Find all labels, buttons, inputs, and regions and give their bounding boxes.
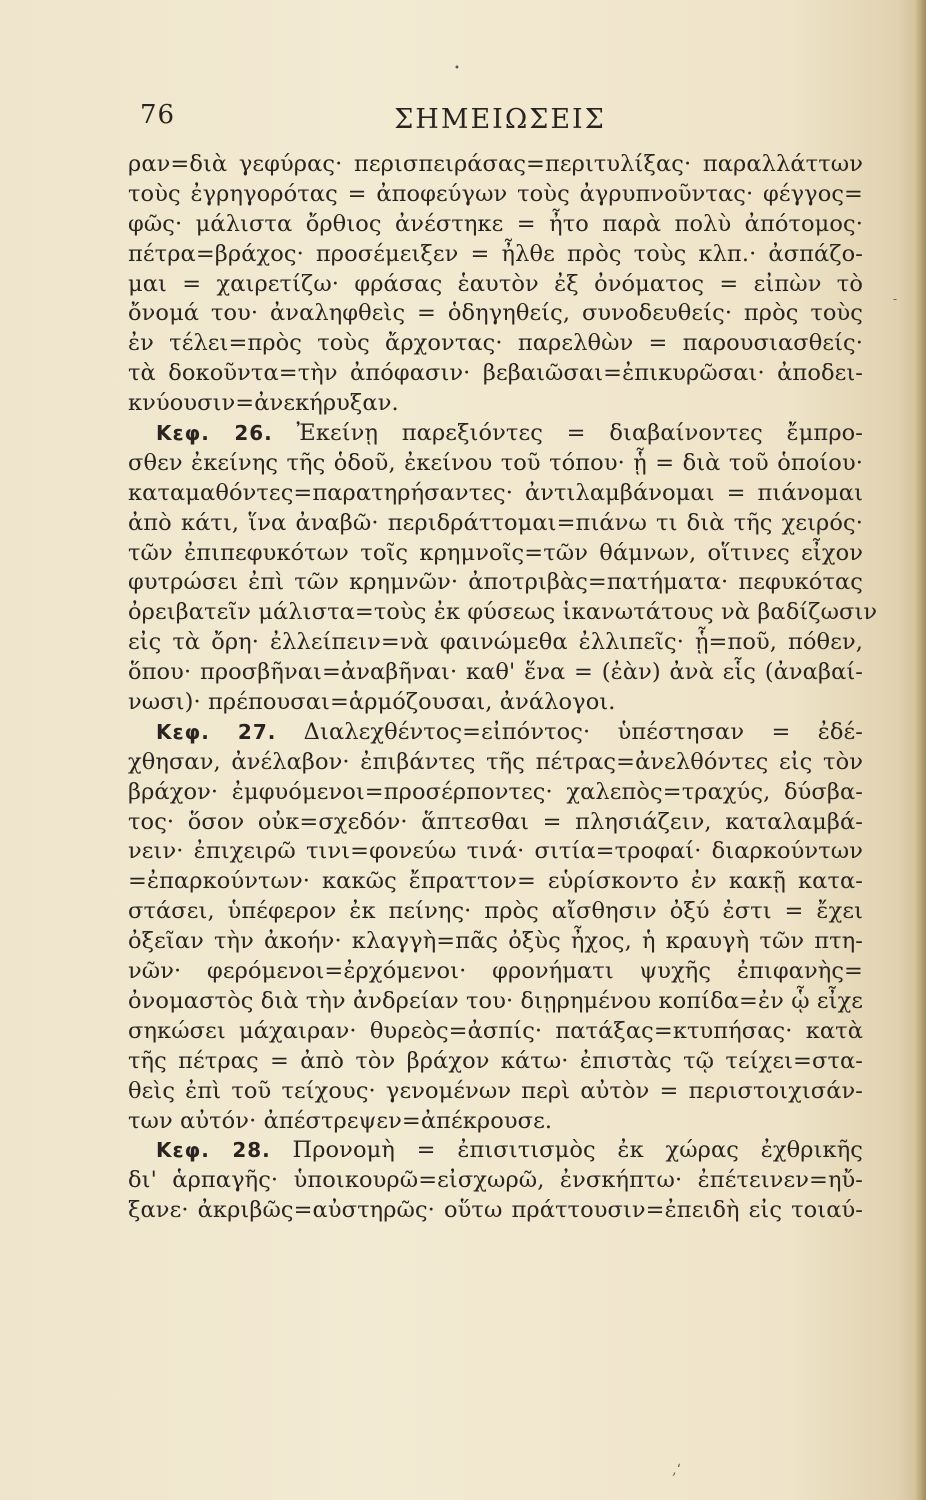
text-line [128, 598, 878, 628]
line-text: θεὶς ἐπὶ τοῦ τείχους· γενομένων περὶ αὐτὸν = περιστοιχισάν- [128, 1077, 863, 1104]
line-text: χθησαν, ἀνέλαβον· ἐπιβάντες τῆς πέτρας=ἀνελθόντες εἰς τὸν [128, 748, 863, 775]
line-text: νωσι)· πρέπουσαι=ἁρμόζουσαι, ἀνάλογοι. [128, 689, 616, 716]
line-text: πέτρα=βράχος· προσέμειξεν = ἦλθε πρὸς τοὺς κλπ.· ἀσπάζο- [128, 240, 863, 267]
text-line [128, 748, 863, 778]
chapter-heading: Κεφ. 26. [156, 421, 273, 446]
text-line [128, 718, 863, 748]
line-text: Προνομὴ = ἐπισιτισμὸς ἐκ χώρας ἐχθρικῆς [292, 1137, 863, 1164]
line-text: τὰ δοκοῦντα=τὴν ἀπόφασιν· βεβαιῶσαι=ἐπικυρῶσαι· ἀποδει- [128, 360, 863, 387]
running-head [140, 100, 860, 140]
text-line [128, 449, 863, 479]
line-text: φῶς· μάλιστα ὄρθιος ἀνέστηκε = ἦτο παρὰ πολὺ ἀπότομος· [128, 210, 863, 237]
text-line [128, 867, 863, 897]
page-number: 76 [140, 100, 176, 130]
line-text: ραν=διὰ γεφύρας· περισπειράσας=περιτυλίξας· παραλλάττων [128, 151, 863, 177]
text-line [128, 240, 863, 270]
line-text: δι' ἁρπαγῆς· ὑποικουρῶ=εἰσχωρῶ, ἐνσκήπτω· ἐπέτεινεν=ηὔ- [128, 1167, 863, 1194]
line-text: βράχον· ἐμφυόμενοι=προσέρποντες· χαλεπὸς=τραχύς, δύσβα- [128, 778, 863, 805]
line-text: ἀπὸ κάτι, ἵνα ἀναβῶ· περιδράττομαι=πιάνω τι διὰ τῆς χειρός· [128, 509, 863, 536]
line-text: σθεν ἐκείνης τῆς ὁδοῦ, ἐκείνου τοῦ τόπου· ᾗ = διὰ τοῦ ὁποίου· [128, 449, 863, 476]
line-text: τοὺς ἐγρηγορότας = ἀποφεύγων τοὺς ἀγρυπνοῦντας· φέγγος= [128, 180, 863, 207]
text-line [128, 628, 863, 658]
line-text: ὄνομά του· ἀναληφθεὶς = ὁδηγηθείς, συνοδευθείς· πρὸς τοὺς [128, 300, 863, 327]
side-mark: - [893, 292, 898, 306]
text-line [128, 1166, 863, 1196]
page-edge [914, 0, 926, 1500]
line-text: =ἐπαρκούντων· κακῶς ἔπραττον= εὑρίσκοντο ἐν κακῇ κατα- [128, 868, 863, 895]
text-line [128, 837, 863, 867]
line-text: των αὐτόν· ἀπέστρεψεν=ἀπέκρουσε. [128, 1107, 553, 1134]
text-line [128, 1047, 863, 1077]
notes-body [128, 150, 878, 1226]
text-line [128, 210, 863, 240]
text-line [128, 329, 863, 359]
line-text: ἐν τέλει=πρὸς τοὺς ἄρχοντας· παρελθὼν = παρουσιασθείς· [128, 330, 863, 357]
line-text: ὅπου· προσβῆναι=ἀναβῆναι· καθ' ἕνα = (ἐὰν) ἀνὰ εἷς (ἀναβαί- [128, 659, 863, 686]
text-line [128, 987, 863, 1017]
line-text: νῶν· φερόμενοι=ἐρχόμενοι· φρονήματι ψυχῆς ἐπιφανὴς= [128, 958, 863, 985]
text-line [128, 897, 863, 927]
text-line [128, 688, 863, 718]
text-line [128, 539, 863, 569]
line-text: φυτρώσει ἐπὶ τῶν κρημνῶν· ἀποτριβὰς=πατήματα· πεφυκότας [128, 569, 863, 596]
text-line [128, 509, 863, 539]
line-text: ὀρειβατεῖν μάλιστα=τοὺς ἐκ φύσεως ἱκανωτάτους νὰ βαδίζωσιν [128, 599, 878, 626]
running-title: ΣΗΜΕΙΩΣΕΙΣ [394, 104, 606, 135]
text-line [128, 957, 863, 987]
line-text: τῶν ἐπιπεφυκότων τοῖς κρημνοῖς=τῶν θάμνων, οἵτινες εἶχον [128, 539, 863, 566]
line-text: μαι = χαιρετίζω· φράσας ἑαυτὸν ἐξ ὀνόματος = εἰπὼν τὸ [128, 270, 863, 297]
text-line [128, 1196, 863, 1226]
line-text: τος· ὅσον οὐκ=σχεδόν· ἅπτεσθαι = πλησιάζειν, καταλαμβά- [128, 808, 863, 835]
line-text: σηκώσει μάχαιραν· θυρεὸς=ἀσπίς· πατάξας=κτυπήσας· κατὰ [128, 1017, 863, 1044]
text-line [128, 778, 863, 808]
line-text: ὀνομαστὸς διὰ τὴν ἀνδρείαν του· διῃρημένου κοπίδα=ἐν ᾧ εἶχε [128, 987, 864, 1014]
text-line [128, 1077, 863, 1107]
line-text: καταμαθόντες=παρατηρήσαντες· ἀντιλαμβάνομαι = πιάνομαι [128, 479, 863, 506]
chapter-heading: Κεφ. 27. [156, 719, 277, 744]
text-line [128, 180, 863, 210]
footer-mark: ‚‘ [672, 1462, 681, 1478]
text-line [128, 927, 863, 957]
line-text: ὀξεῖαν τὴν ἀκοήν· κλαγγὴ=πᾶς ὀξὺς ἦχος, ἡ κραυγὴ τῶν πτη- [128, 928, 863, 955]
text-line [128, 299, 863, 329]
text-line [128, 658, 863, 688]
line-text: Ἐκείνῃ παρεξιόντες = διαβαίνοντες ἔμπρο- [296, 420, 863, 447]
line-text: στάσει, ὑπέφερον ἐκ πείνης· πρὸς αἴσθησιν ὀξύ ἐστι = ἔχει [128, 898, 863, 925]
text-line [128, 808, 863, 838]
text-line [128, 270, 863, 300]
text-line [128, 150, 863, 180]
line-text: ξανε· ἀκριβῶς=αὐστηρῶς· οὕτω πράττουσιν=ἐπειδὴ εἰς τοιαύ- [128, 1197, 863, 1224]
text-line [128, 568, 863, 598]
text-line [128, 389, 863, 419]
line-text: κνύουσιν=ἀνεκήρυξαν. [128, 390, 399, 417]
line-text: Διαλεχθέντος=εἰπόντος· ὑπέστησαν = ἐδέ- [303, 718, 863, 745]
text-line [128, 419, 863, 449]
text-line [128, 1107, 863, 1137]
top-mark: • [454, 63, 460, 74]
line-text: εἰς τὰ ὄρη· ἐλλείπειν=νὰ φαινώμεθα ἐλλιπεῖς· ᾗ=ποῦ, πόθεν, [128, 629, 863, 656]
text-line [128, 479, 863, 509]
chapter-heading: Κεφ. 28. [156, 1138, 271, 1163]
text-line [128, 1017, 863, 1047]
text-line [128, 1136, 863, 1166]
line-text: τῆς πέτρας = ἀπὸ τὸν βράχον κάτω· ἐπιστὰς τῷ τείχει=στα- [128, 1047, 863, 1074]
text-line [128, 359, 863, 389]
line-text: νειν· ἐπιχειρῶ τινι=φονεύω τινά· σιτία=τροφαί· διαρκούντων [128, 838, 863, 865]
